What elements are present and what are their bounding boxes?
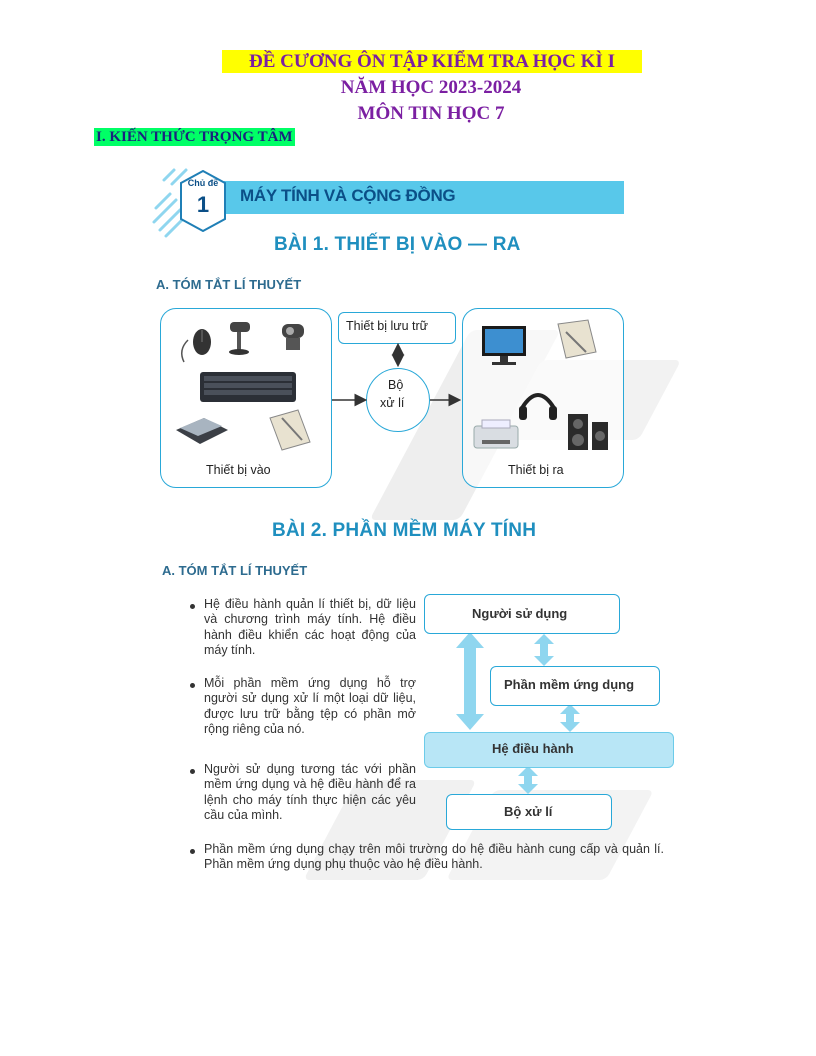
- monitor-icon: [482, 326, 526, 365]
- bullet-dot: [190, 604, 195, 609]
- scanner-icon: [176, 418, 228, 444]
- topic-badge-label: Chủ đề: [187, 178, 219, 188]
- bullet-text-3: Người sử dụng tương tác với phần mềm ứng dụng và hệ điều hành để ra lệnh cho máy tính thực hiện các yêu cầu của mình.: [204, 762, 416, 823]
- user-label: Người sử dụng: [472, 606, 568, 621]
- printer-icon: [474, 420, 518, 448]
- headphones-icon: [519, 395, 557, 420]
- notebook-icon: [558, 320, 596, 358]
- lesson-2-title: BÀI 2. PHẦN MỀM MÁY TÍNH: [272, 520, 537, 541]
- bullet-text-4: Phần mềm ứng dụng chạy trên môi trường do hệ điều hành cung cấp và quản lí. Phần mềm ứng dụng phụ thuộc vào hệ điều hành.: [204, 842, 664, 872]
- lesson-1-subtitle: A. TÓM TẮT LÍ THUYẾT: [156, 277, 302, 292]
- lesson-2-subtitle: A. TÓM TẮT LÍ THUYẾT: [162, 563, 308, 578]
- drawing-tablet-icon: [270, 410, 310, 450]
- webcam-icon: [282, 324, 304, 350]
- diagram-2-arrows: [440, 630, 600, 800]
- microphone-icon: [229, 322, 250, 355]
- operating-system-label: Hệ điều hành: [492, 741, 574, 756]
- input-devices-label: Thiết bị vào: [206, 463, 271, 477]
- cpu-label: Bộ xử lí: [504, 804, 553, 819]
- school-year: NĂM HỌC 2023-2024: [340, 77, 522, 98]
- input-device-illustrations: [170, 318, 320, 458]
- speakers-icon: [568, 414, 608, 450]
- storage-label: Thiết bị lưu trữ: [346, 319, 429, 333]
- lesson-1-title: BÀI 1. THIẾT BỊ VÀO — RA: [274, 234, 521, 255]
- application-software-label: Phần mềm ứng dụng: [504, 677, 635, 692]
- keyboard-icon: [200, 372, 296, 402]
- bullet-dot: [190, 683, 195, 688]
- mouse-icon: [182, 329, 211, 362]
- topic-badge-number: 1: [196, 192, 210, 217]
- bullet-dot: [190, 849, 195, 854]
- cpu-label-line1: Bộ: [388, 378, 404, 392]
- document-title: ĐỀ CƯƠNG ÔN TẬP KIỂM TRA HỌC KÌ I: [222, 50, 642, 73]
- subject-title: MÔN TIN HỌC 7: [357, 103, 505, 124]
- bullet-dot: [190, 769, 195, 774]
- output-device-illustrations: [470, 318, 615, 458]
- topic-title: MÁY TÍNH VÀ CỘNG ĐỒNG: [240, 186, 456, 205]
- section-heading: I. KIẾN THỨC TRỌNG TÂM: [96, 129, 293, 145]
- bullet-text-2: Mỗi phần mềm ứng dụng hỗ trợ người sử dụng xử lí một loại dữ liệu, được lưu trữ bằng tệp có phần mở rộng riêng của nó.: [204, 676, 416, 737]
- output-devices-label: Thiết bị ra: [508, 463, 564, 477]
- cpu-label-line2: xử lí: [380, 396, 405, 410]
- bullet-text-1: Hệ điều hành quản lí thiết bị, dữ liệu và chương trình máy tính. Hệ điều hành điều khiển các hoạt động của máy tính.: [204, 597, 416, 658]
